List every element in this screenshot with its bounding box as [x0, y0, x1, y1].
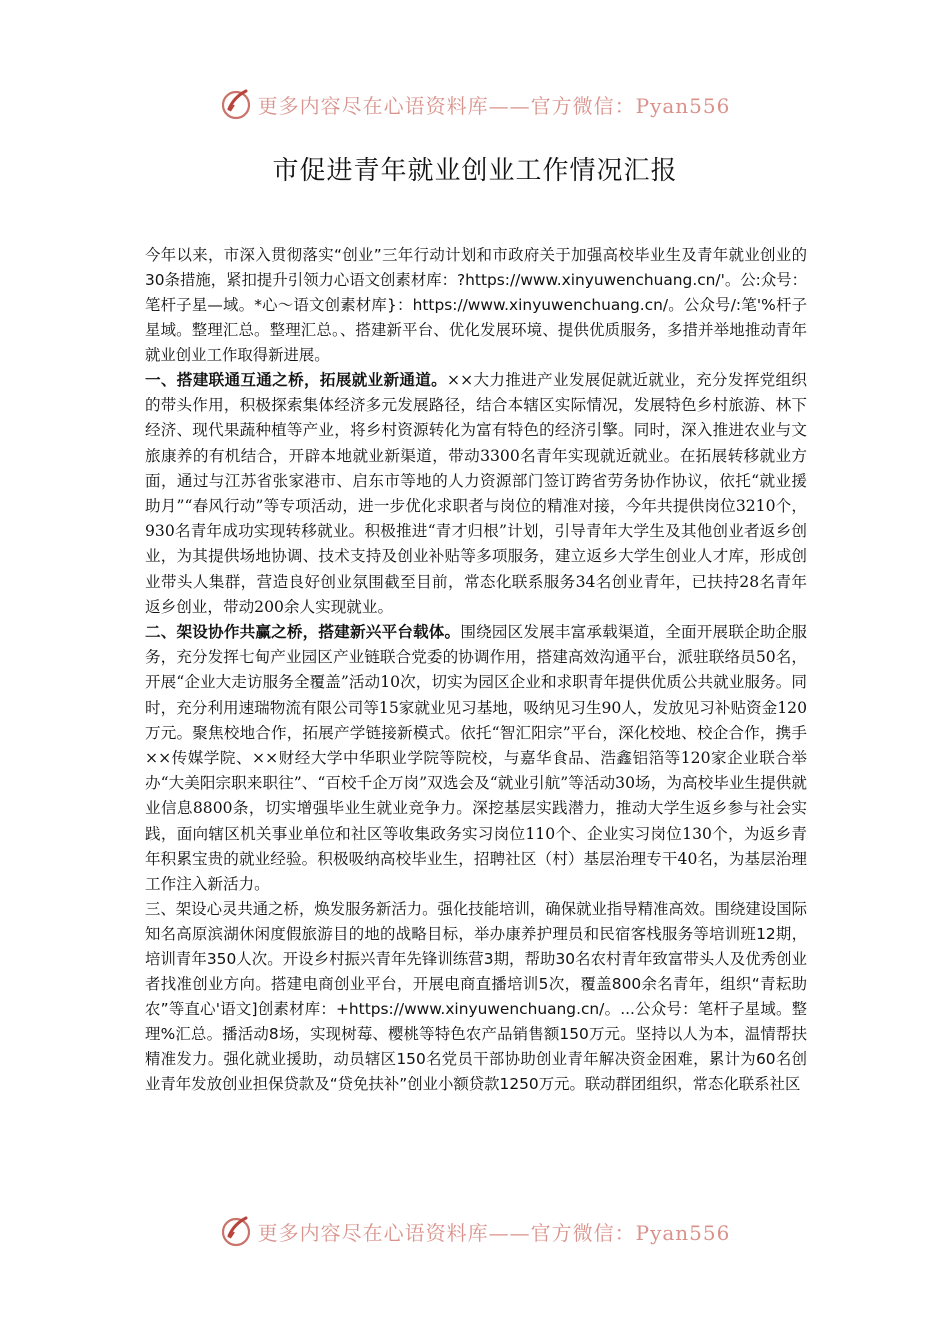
footer-banner — [0, 1211, 950, 1251]
header-banner — [0, 84, 950, 124]
document-body — [145, 243, 807, 1193]
section-3-paragraph: 三、架设心灵共通之桥，焕发服务新活力。强化技能培训，确保就业指导精准高效。围绕建设国际知名高原滨湖休闲度假旅游目的地的战略目标，举办康养护理员和民宿客栈服务等培训班12期，培训青年350人次。开设乡村振兴青年先锋训练营3期，帮助30名农村青年致富带头人及优秀创业者找准创业方向。搭建电商创业平台，开展电商直播培训5次，覆盖800余名青年，组织“青耘助农”等直心'语文]创素材库：+https://www.xinyuwenchuang.cn/。...公众号：笔杆子星域。整理%汇总。播活动8场，实现树莓、樱桃等特色农产品销售额150万元。坚持以人为本，温情帮扶精准发力。强化就业援助，动员辖区150名党员干部协助创业青年解决资金困难，累计为60名创业青年发放创业担保贷款及“贷免扶补”创业小额贷款1250万元。联动群团组织，常态化联系社区 — [145, 900, 807, 1094]
footer-banner-text: 更多内容尽在心语资料库——官方微信：Pyan556 — [257, 1220, 731, 1245]
section-1-heading: 一、搭建联通互通之桥，拓展就业新通道。 — [145, 371, 448, 389]
pen-logo-icon — [220, 1214, 254, 1248]
section-2-heading: 二、架设协作共赢之桥，搭建新兴平台载体。 — [145, 623, 461, 642]
document-title: 市促进青年就业创业工作情况汇报 — [272, 156, 678, 186]
section-2-paragraph — [145, 620, 807, 897]
section-1-paragraph — [145, 368, 807, 620]
section-2-text: 围绕园区发展丰富承载渠道，全面开展联企助企服务，充分发挥七甸产业园区产业链联合党委的协调作用，搭建高效沟通平台，派驻联络员50名，开展“企业大走访服务全覆盖”活动10次，切实为园区企业和求职青年提供优质公共就业服务。同时，充分利用速瑞物流有限公司等15家就业见习基地，吸纳见习生90人，发放见习补贴资金120万元。聚焦校地合作，拓展产学链接新模式。依托“智汇阳宗”平台，深化校地、校企合作，携手××传媒学院、××财经大学中华职业学院等院校，与嘉华食品、浩鑫铝箔等120家企业联合举办“大美阳宗职来职往”、“百校千企万岗”双选会及“就业引航”等活动30场，为高校毕业生提供就业信息8800条，切实增强毕业生就业竞争力。深挖基层实践潜力，推动大学生返乡参与社会实践，面向辖区机关事业单位和社区等收集政务实习岗位110个、企业实习岗位130个，为返乡青年积累宝贵的就业经验。积极吸纳高校毕业生，招聘社区（村）基层治理专干40名，为基层治理工作注入新活力。 — [145, 623, 807, 894]
section-1-text: ××大力推进产业发展促就近就业，充分发挥党组织的带头作用，积极探索集体经济多元发展路径，结合本辖区实际情况，发展特色乡村旅游、林下经济、现代果蔬种植等产业，将乡村资源转化为富有特色的经济引擎。同时，深入推进农业与文旅康养的有机结合，开辟本地就业新渠道，带动3300名青年实现就近就业。在拓展转移就业方面，通过与江苏省张家港市、启东市等地的人力资源部门签订跨省劳务协作协议，依托“就业援助月”“春风行动”等专项活动，进一步优化求职者与岗位的精准对接，今年共提供岗位3210个，930名青年成功实现转移就业。积极推进“青才归根”计划，引导青年大学生及其他创业者返乡创业，为其提供场地协调、技术支持及创业补贴等多项服务，建立返乡大学生创业人才库，形成创业带头人集群，营造良好创业氛围截至目前，常态化联系服务34名创业青年，已扶持28名青年返乡创业，带动200余人实现就业。 — [145, 371, 807, 616]
intro-paragraph: 今年以来，市深入贯彻落实“创业”三年行动计划和市政府关于加强高校毕业生及青年就业创业的30条措施，紧扣提升引领力心语文创素材库：?https://www.xinyuwenchuang.cn/'。公:众号：笔杆子星—域。*心～语文创素材库}：https://www.xinyuwenchuang.cn/。公众号/:笔'%杆子星域。整理汇总。整理汇总。、搭建新平台、优化发展环境、提供优质服务，多措并举地推动青年就业创业工作取得新进展。 — [145, 246, 807, 364]
pen-logo-icon — [220, 87, 254, 121]
header-banner-text: 更多内容尽在心语资料库——官方微信：Pyan556 — [257, 93, 731, 118]
